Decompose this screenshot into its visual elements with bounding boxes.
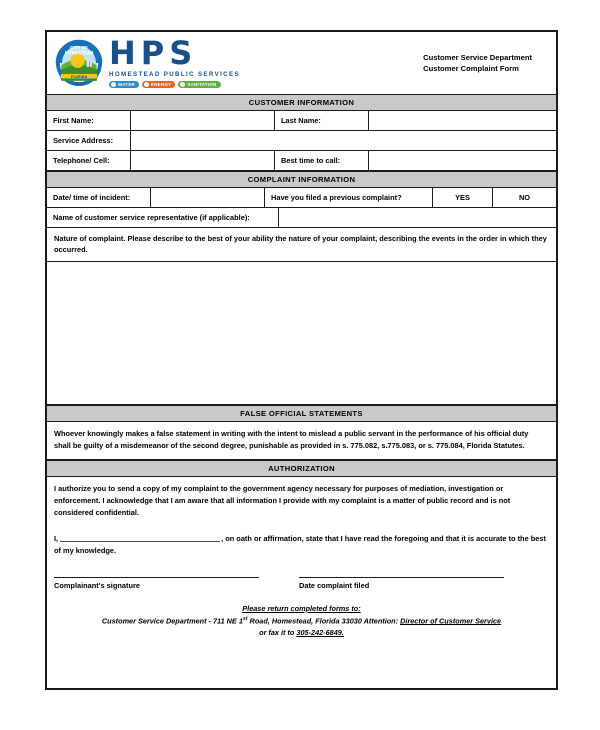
row-service-address bbox=[47, 131, 556, 151]
nature-of-complaint-label: Nature of complaint. Please describe to the best of your ability the nature of your complaint, describing the events in the order in which they occurred. bbox=[47, 228, 556, 262]
water-drop-icon bbox=[111, 82, 116, 87]
service-address-label: Service Address: bbox=[47, 131, 131, 150]
best-time-to-call-input[interactable] bbox=[369, 151, 556, 170]
telephone-input[interactable] bbox=[131, 151, 275, 170]
svg-text:FLORIDA: FLORIDA bbox=[70, 74, 88, 79]
badge-energy bbox=[142, 81, 175, 88]
oath-statement bbox=[47, 526, 556, 561]
address-middle: Road, Homestead, Florida 33030 Attention: bbox=[247, 616, 401, 626]
row-representative bbox=[47, 208, 556, 228]
form-title: Customer Complaint Form bbox=[423, 64, 519, 73]
first-name-label: First Name: bbox=[47, 111, 131, 130]
badge-energy-label: ENERGY bbox=[151, 81, 172, 87]
oath-name-blank[interactable] bbox=[60, 534, 220, 542]
best-time-to-call-label: Best time to call: bbox=[275, 151, 369, 170]
service-badges bbox=[109, 81, 240, 88]
complaint-form-page bbox=[45, 30, 558, 690]
badge-water bbox=[109, 81, 139, 88]
address-ordinal: st bbox=[242, 615, 248, 622]
representative-input[interactable] bbox=[279, 208, 556, 227]
signature-block bbox=[54, 577, 259, 590]
previous-complaint-yes-option[interactable]: YES bbox=[433, 188, 493, 207]
return-forms-line: Please return completed forms to: bbox=[242, 603, 361, 613]
oath-prefix: I, bbox=[54, 533, 59, 543]
energy-bolt-icon bbox=[144, 82, 149, 87]
service-address-input[interactable] bbox=[131, 131, 556, 150]
department-title: Customer Service Department bbox=[423, 52, 532, 62]
signature-label: Complainant's signature bbox=[54, 580, 140, 590]
section-header-authorization: AUTHORIZATION bbox=[47, 460, 556, 477]
return-instructions bbox=[47, 590, 556, 639]
svg-text:CITY OF: CITY OF bbox=[70, 45, 88, 51]
brand-text bbox=[109, 34, 240, 87]
return-address-line bbox=[61, 615, 542, 627]
hps-wordmark: HPS bbox=[109, 34, 198, 73]
badge-water-label: WATER bbox=[118, 81, 136, 87]
previous-complaint-no-option[interactable]: NO bbox=[518, 193, 531, 202]
row-name bbox=[47, 111, 556, 131]
section-header-customer-information: CUSTOMER INFORMATION bbox=[47, 94, 556, 111]
date-time-of-incident-label: Date/ time of incident: bbox=[47, 188, 151, 207]
brand-lockup bbox=[55, 34, 240, 87]
hps-tagline: HOMESTEAD PUBLIC SERVICES bbox=[109, 70, 240, 78]
representative-label: Name of customer service representative (if applicable): bbox=[47, 208, 279, 227]
form-header bbox=[47, 32, 556, 94]
address-attention: Director of Customer Service bbox=[400, 616, 502, 626]
signature-row bbox=[47, 561, 556, 590]
last-name-input[interactable] bbox=[369, 111, 556, 130]
badge-sanitation bbox=[178, 81, 220, 88]
first-name-input[interactable] bbox=[131, 111, 275, 130]
badge-sanitation-label: SANITATION bbox=[187, 81, 217, 87]
previous-complaint-label: Have you filed a previous complaint? bbox=[265, 188, 433, 207]
nature-of-complaint-textarea[interactable] bbox=[47, 262, 556, 405]
authorization-text: I authorize you to send a copy of my complaint to the government agency necessary for purposes of mediation, investigation or enforcement. I acknowledge that I am aware that all information I provide with my complaint is a matter of public record and is not considered confidential. bbox=[54, 483, 511, 517]
date-filed-block bbox=[299, 577, 504, 590]
recycle-icon bbox=[180, 82, 185, 87]
address-prefix: Customer Service Department - 711 NE 1 bbox=[101, 616, 243, 626]
row-telephone bbox=[47, 151, 556, 171]
last-name-label: Last Name: bbox=[275, 111, 369, 130]
row-incident bbox=[47, 188, 556, 208]
oath-suffix: , on oath or affirmation, state that I have read the foregoing and that it is accurate to the best of my knowledge. bbox=[54, 533, 546, 555]
svg-text:HOMESTEAD: HOMESTEAD bbox=[64, 50, 94, 56]
section-header-false-official-statements: FALSE OFFICIAL STATEMENTS bbox=[47, 405, 556, 422]
fax-line bbox=[61, 627, 542, 639]
date-filed-label: Date complaint filed bbox=[299, 580, 370, 590]
telephone-label: Telephone/ Cell: bbox=[47, 151, 131, 170]
fax-number[interactable]: 305-242-6849. bbox=[296, 627, 344, 637]
date-time-of-incident-input[interactable] bbox=[151, 188, 265, 207]
svg-text:1913: 1913 bbox=[73, 80, 85, 86]
false-official-statements-text: Whoever knowingly makes a false statement in writing with the intent to mislead a public servant in the performance of his official duty shall be guilty of a misdemeanor of the second degree, punishable as provided in s. 775.082, s.775.083, or s. 775.084, Florida Statutes. bbox=[47, 422, 556, 460]
fax-prefix: or fax it to bbox=[259, 627, 297, 637]
header-titles bbox=[423, 52, 546, 75]
city-of-homestead-seal-icon bbox=[55, 39, 103, 87]
section-header-complaint-information: COMPLAINT INFORMATION bbox=[47, 171, 556, 188]
